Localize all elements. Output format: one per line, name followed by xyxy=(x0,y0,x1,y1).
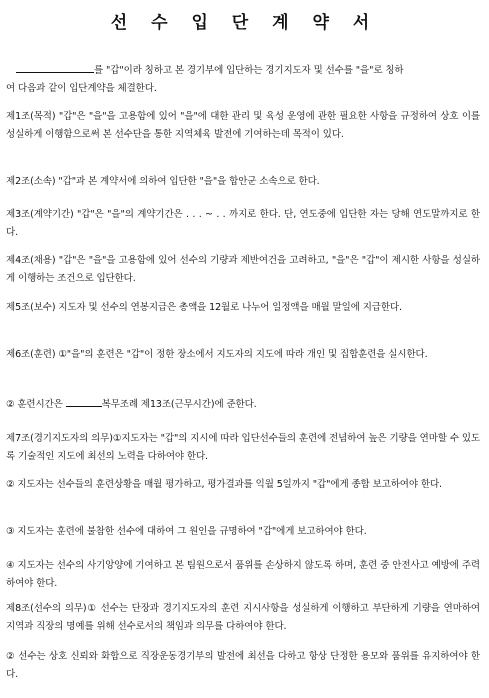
article-4: 제4조(채용) "갑"은 "을"을 고용함에 있어 선수의 기량과 제반여건을 고려하고, "을"은 "갑"이 제시한 사항을 성실하게 이행하는 조건으로 입단한다. xyxy=(6,255,480,284)
article-7-item-4: ④ 지도자는 선수의 사기앙양에 기여하고 본 팀원으로서 품위를 손상하지 않도록 하며, 훈련 중 안전사고 예방에 주력하여야 한다. xyxy=(6,560,480,589)
article-1: 제1조(목적) "갑"은 "을"을 고용함에 있어 "을"에 대한 관리 및 육성 운영에 관한 필요한 사항을 규정하여 상호 이를 성실하게 이행함으로써 본 선수단을 통한 지역체육 발전에 기여하는데 목적이 있다. xyxy=(6,111,480,140)
name-blank xyxy=(16,62,94,73)
training-hours-blank xyxy=(66,396,102,407)
article-7-item-2: ② 지도자는 선수들의 훈련상황을 매월 평가하고, 평가결과를 익월 5일까지 "갑"에게 종합 보고하여야 한다. xyxy=(6,479,442,490)
article-5: 제5조(보수) 지도자 및 선수의 연봉지급은 총액을 12월로 나누어 일정액을 매월 말일에 지급한다. xyxy=(6,302,402,313)
intro-text-a: 를 "갑"이라 칭하고 본 경기부에 입단하는 경기지도자 및 선수를 "을"로 칭하 xyxy=(94,65,404,76)
intro-text-b: 여 다음과 같이 입단계약을 체결한다. xyxy=(6,83,157,94)
intro-paragraph xyxy=(6,62,480,98)
training-hours-rule: 복무조례 제13조(근무시간)에 준한다. xyxy=(101,399,257,410)
article-3: 제3조(계약기간) "갑"은 "을"의 계약기간은 . . . ~ . . 까지로 한다. 단, 연도중에 입단한 자는 당해 연도말까지로 한다. xyxy=(6,209,480,238)
article-7-item-3: ③ 지도자는 훈련에 불참한 선수에 대하여 그 원인을 규명하여 "갑"에게 보고하여야 한다. xyxy=(6,526,367,537)
article-6-item-2 xyxy=(6,396,480,414)
training-hours-label: ② 훈련시간은 xyxy=(6,399,66,410)
article-8: 제8조(선수의 의무)① 선수는 단장과 경기지도자의 훈련 지시사항을 성실하게 이행하고 부단하게 기량을 연마하여 지역과 직장의 명예를 위해 선수로서의 책임과 의무를 다하여야 한다. xyxy=(6,603,480,632)
article-2: 제2조(소속) "갑"과 본 계약서에 의하여 입단한 "을"을 합안군 소속으로 한다. xyxy=(6,176,320,187)
document-title: 선 수 입 단 계 약 서 xyxy=(110,13,379,33)
article-8-item-2: ② 선수는 상호 신뢰와 화합으로 직장운동경기부의 발전에 최선을 다하고 항상 단정한 용모와 품위를 유지하여야 한다. xyxy=(6,651,480,680)
article-7: 제7조(경기지도자의 의무)①지도자는 "갑"의 지시에 따라 입단선수들의 훈련에 전념하여 높은 기량을 연마할 수 있도록 기술적인 지도에 최선의 노력을 다하여야 한다. xyxy=(6,433,480,462)
article-6: 제6조(훈련) ①"을"의 훈련은 "갑"이 정한 장소에서 지도자의 지도에 따라 개인 및 집합훈련을 실시한다. xyxy=(6,349,428,360)
